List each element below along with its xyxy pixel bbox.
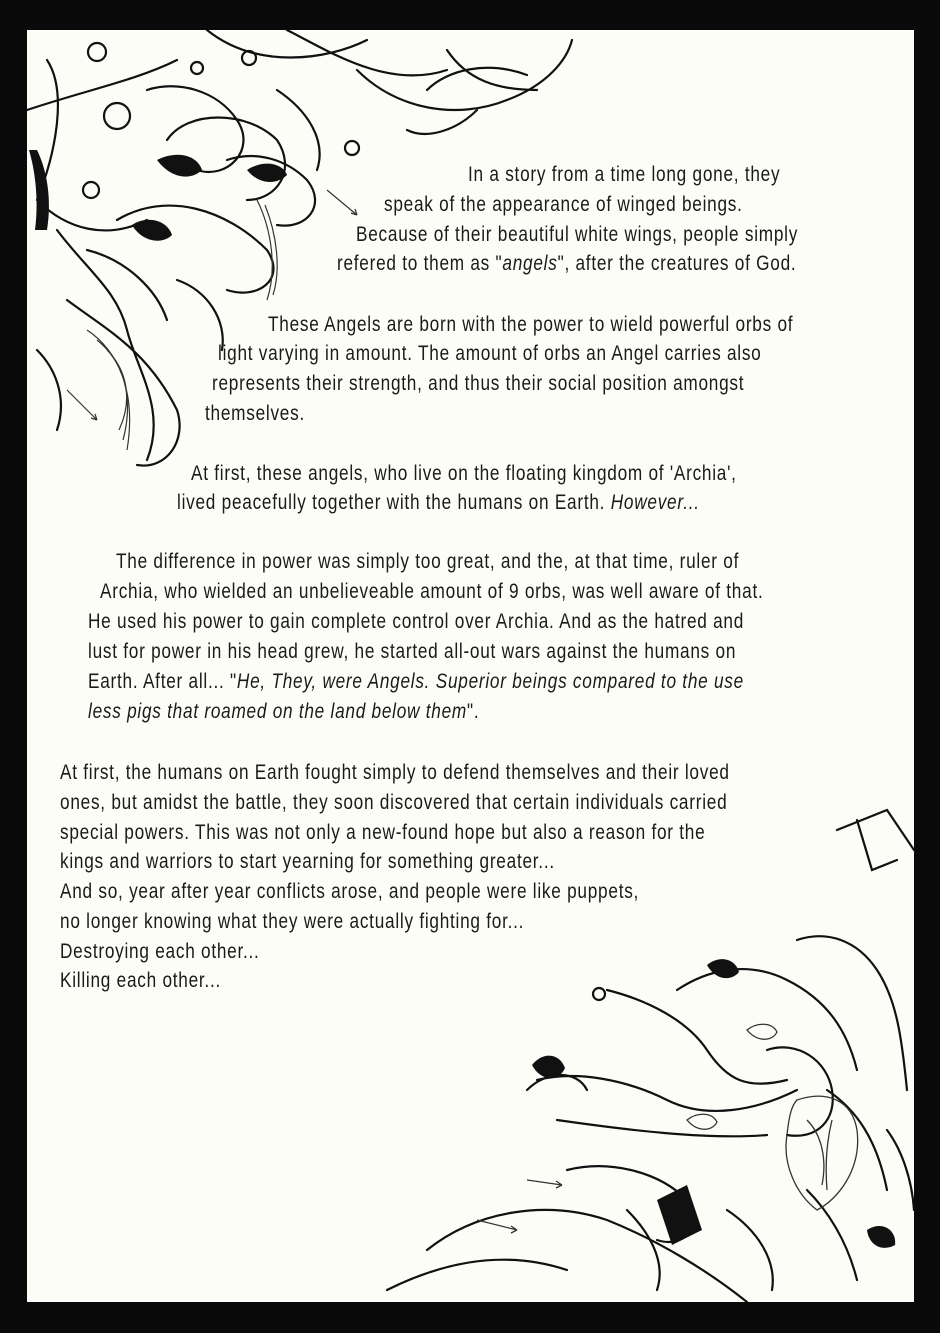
- emphasis-text: angels: [502, 252, 558, 275]
- text-run: ", after the creatures of God.: [557, 252, 797, 275]
- text-line: The difference in power was simply too great, and the, at that time, ruler of: [116, 550, 740, 573]
- text-line: Because of their beautiful white wings, people simply: [356, 223, 799, 246]
- text-line: Archia, who wielded an unbelieveable amount of 9 orbs, was well aware of that.: [100, 580, 764, 603]
- text-line: ones, but amidst the battle, they soon discovered that certain individuals carried: [60, 791, 728, 814]
- text-run: lived peacefully together with the humans on Earth.: [177, 491, 611, 514]
- text-line: speak of the appearance of winged beings.: [384, 193, 743, 216]
- text-line: These Angels are born with the power to wield powerful orbs of: [268, 313, 794, 336]
- text-run: refered to them as ": [337, 252, 503, 275]
- text-line: At first, the humans on Earth fought simply to defend themselves and their loved: [60, 761, 730, 784]
- text-line: Killing each other...: [60, 969, 222, 992]
- emphasis-text: He, They, were Angels. Superior beings compared to the use: [236, 670, 744, 693]
- text-line: lust for power in his head grew, he started all-out wars against the humans on: [88, 640, 737, 663]
- text-line: no longer knowing what they were actually fighting for...: [60, 910, 525, 933]
- text-line: themselves.: [205, 402, 306, 425]
- text-line: [177, 491, 700, 515]
- text-line: [88, 700, 479, 724]
- text-line: Destroying each other...: [60, 940, 260, 963]
- text-line: He used his power to gain complete control over Archia. And as the hatred and: [88, 610, 745, 633]
- text-line: And so, year after year conflicts arose, and people were like puppets,: [60, 880, 640, 903]
- text-line: [88, 670, 744, 694]
- emphasis-text: less pigs that roamed on the land below them: [88, 700, 467, 723]
- text-line: kings and warriors to start yearning for something greater...: [60, 850, 555, 873]
- story-text: [27, 30, 914, 1302]
- text-line: special powers. This was not only a new-found hope but also a reason for the: [60, 821, 706, 844]
- text-run: Earth. After all... ": [88, 670, 237, 693]
- text-run: ".: [466, 700, 480, 723]
- text-line: [337, 252, 796, 276]
- text-line: At first, these angels, who live on the floating kingdom of 'Archia',: [191, 462, 737, 485]
- emphasis-text: However...: [610, 491, 700, 514]
- text-line: represents their strength, and thus their social position amongst: [212, 372, 745, 395]
- text-line: In a story from a time long gone, they: [468, 163, 781, 186]
- text-line: light varying in amount. The amount of orbs an Angel carries also: [218, 342, 762, 365]
- story-page: [27, 30, 914, 1302]
